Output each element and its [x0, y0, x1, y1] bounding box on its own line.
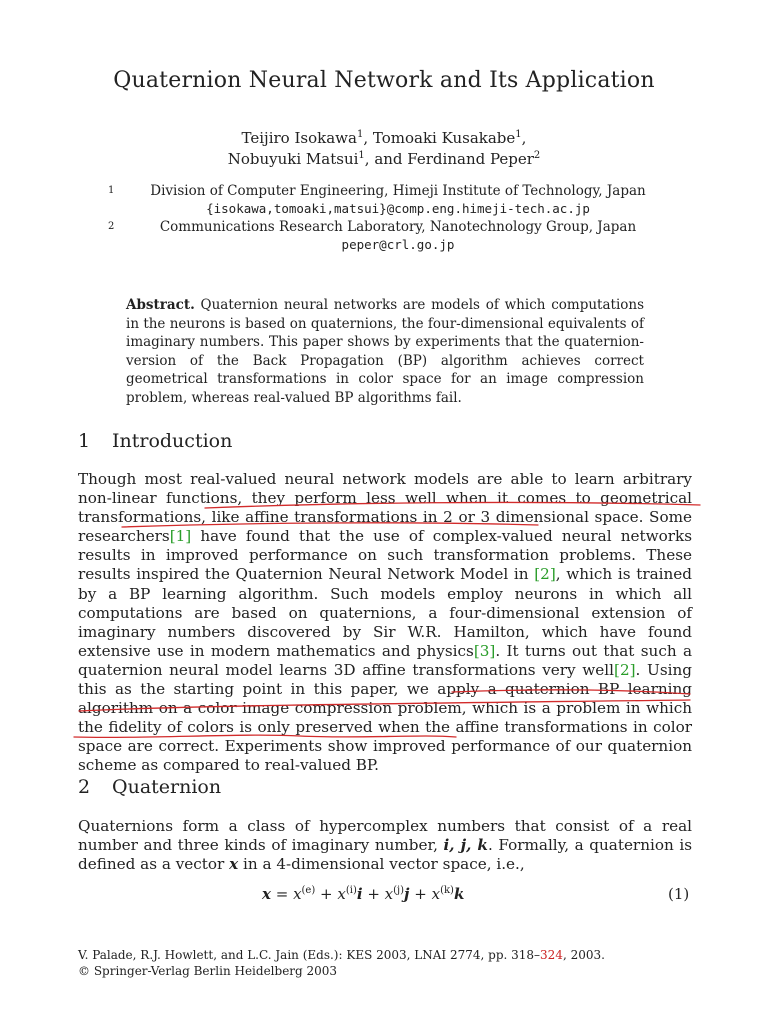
- affiliation-email[interactable]: {isokawa,tomoaki,matsui}@comp.eng.himeji-tech.ac.jp: [206, 201, 590, 216]
- citation-link[interactable]: [3]: [473, 641, 496, 660]
- citation-link[interactable]: [2]: [534, 565, 556, 584]
- paper-title: Quaternion Neural Network and Its Application: [113, 68, 655, 93]
- intro-paragraph: Though most real-valued neural network models are able to learn arbitrary non-linear functions, they perform less well when it comes to geometrical transformations, like affine transformations in 2 or 3 dimensional space. Some researchers[1] have found that the use of complex-valued neural networks results in improved performance on such transformation problems. These results inspired the Quaternion Neural Network Model in [2], which is trained by a BP learning algorithm. Such models employ neurons in which all computations are based on quaternions, a four-dimensional extension of imaginary numbers discovered by Sir W.R. Hamilton, which have found extensive use in modern mathematics and physics[3]. It turns out that such a quaternion neural model learns 3D affine transformations very well[2]. Using this as the starting point in this paper, we apply a quaternion BP learning algorithm on a color image compression problem, which is a problem in which the fidelity of colors is only preserved when the affine transformations in color space are correct. Experiments show improved performance of our quaternion scheme as compared to real-valued BP.: [78, 470, 692, 775]
- author-name: and Ferdinand Peper: [374, 150, 534, 168]
- footer: V. Palade, R.J. Howlett, and L.C. Jain (Eds.): KES 2003, LNAI 2774, pp. 318–324, 2003. © Springer-Verlag Berlin Heidelberg 2003: [78, 948, 605, 978]
- page-link[interactable]: 324: [540, 948, 563, 962]
- equation-body: $x = x^{(e)} + x^{(i)}i + x^{(j)}j + x^{(k)}k$: [262, 885, 465, 903]
- section-heading-quaternion: 2 Quaternion: [78, 776, 222, 798]
- citation-link[interactable]: [1]: [169, 527, 192, 546]
- affiliation-name: Communications Research Laboratory, Nanotechnology Group, Japan: [159, 219, 637, 235]
- citation-link[interactable]: [2]: [614, 660, 636, 679]
- author-name: Tomoaki Kusakabe: [372, 129, 516, 147]
- abstract-text: Quaternion neural networks are models of which computations in the neurons is based on quaternions, the four-dimensional equivalents of imaginary numbers. This paper shows by experiments that the quaternion-version of the Back Propagation (BP) algorithm achieves correct geometrical transformations in color space for an image compression problem, whereas real-valued BP algorithms fail.: [126, 297, 645, 406]
- author-list: Teijiro Isokawa$^1$, Tomoaki Kusakabe$^1$, Nobuyuki Matsui$^1$, and Ferdinand Peper$^2$: [227, 129, 541, 168]
- quaternion-paragraph: Quaternions form a class of hypercomplex numbers that consist of a real number and three kinds of imaginary number, i, j, k. Formally, a quaternion is defined as a vector x in a 4-dimensional vector space, i.e.,: [78, 817, 692, 874]
- section-heading-introduction: 1 Introduction: [78, 430, 233, 452]
- affiliation-email[interactable]: peper@crl.go.jp: [341, 237, 455, 252]
- author-name: Teijiro Isokawa: [241, 129, 357, 147]
- equation-number: (1): [668, 885, 690, 903]
- abstract: [126, 296, 644, 407]
- affiliations: 1 Division of Computer Engineering, Himeji Institute of Technology, Japan {isokawa,tomoaki,matsui}@comp.eng.himeji-tech.ac.jp 2 Communications Research Laboratory, Nanotechnology Group, Japan peper@crl.go.jp: [108, 182, 668, 254]
- author-name: Nobuyuki Matsui: [227, 150, 359, 168]
- abstract-label: Abstract.: [126, 297, 195, 313]
- affiliation-name: Division of Computer Engineering, Himeji Institute of Technology, Japan: [150, 183, 646, 199]
